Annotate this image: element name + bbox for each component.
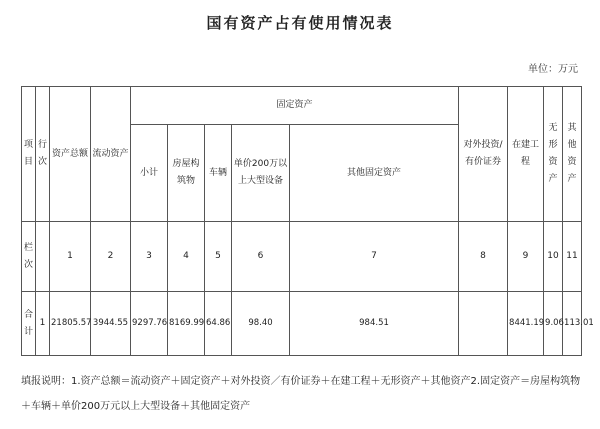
index-row-label: 栏次 bbox=[22, 222, 36, 292]
value-subtotal: 9297.76 bbox=[131, 292, 168, 356]
header-other-assets: 其他资产 bbox=[563, 87, 582, 222]
value-intangible: 9.06 bbox=[544, 292, 563, 356]
total-row-no: 1 bbox=[36, 292, 50, 356]
index-cell: 6 bbox=[232, 222, 290, 292]
header-buildings: 房屋构筑物 bbox=[168, 125, 205, 222]
header-row bbox=[22, 87, 582, 125]
header-row-no: 行次 bbox=[36, 87, 50, 222]
page-title: 国有资产占有使用情况表 bbox=[206, 14, 394, 32]
header-fixed-assets: 固定资产 bbox=[131, 87, 459, 125]
index-row bbox=[22, 222, 582, 292]
header-item: 项目 bbox=[22, 87, 36, 222]
index-cell: 1 bbox=[50, 222, 91, 292]
header-intangible: 无形资产 bbox=[544, 87, 563, 222]
header-vehicles: 车辆 bbox=[205, 125, 232, 222]
header-large-equipment: 单价200万以上大型设备 bbox=[232, 125, 290, 222]
value-buildings: 8169.99 bbox=[168, 292, 205, 356]
value-other-fixed: 984.51 bbox=[290, 292, 459, 356]
index-cell: 5 bbox=[205, 222, 232, 292]
header-construction: 在建工程 bbox=[508, 87, 544, 222]
value-current-assets: 3944.55 bbox=[91, 292, 131, 356]
index-cell: 4 bbox=[168, 222, 205, 292]
index-cell: 10 bbox=[544, 222, 563, 292]
index-cell: 7 bbox=[290, 222, 459, 292]
value-other-assets: 113.01 bbox=[563, 292, 582, 356]
value-total-assets: 21805.57 bbox=[50, 292, 91, 356]
asset-usage-table bbox=[21, 86, 594, 356]
value-large-equipment: 98.40 bbox=[232, 292, 290, 356]
value-vehicles: 64.86 bbox=[205, 292, 232, 356]
total-row bbox=[22, 292, 582, 356]
header-current-assets: 流动资产 bbox=[91, 87, 131, 222]
index-cell: 11 bbox=[563, 222, 582, 292]
index-cell: 9 bbox=[508, 222, 544, 292]
index-cell: 8 bbox=[459, 222, 508, 292]
index-cell: 3 bbox=[131, 222, 168, 292]
index-cell: 2 bbox=[91, 222, 131, 292]
value-construction: 8441.19 bbox=[508, 292, 544, 356]
value-investment bbox=[459, 292, 508, 356]
header-investment: 对外投资/有价证券 bbox=[459, 87, 508, 222]
header-total-assets: 资产总额 bbox=[50, 87, 91, 222]
header-other-fixed: 其他固定资产 bbox=[290, 125, 459, 222]
index-row-blank bbox=[36, 222, 50, 292]
filling-notes: 填报说明：1.资产总额＝流动资产＋固定资产＋对外投资／有价证券＋在建工程＋无形资产＋其他资产2.固定资产＝房屋构筑物＋车辆＋单价200万元以上大型设备＋其他固定资产 bbox=[21, 376, 581, 412]
unit-label: 单位：万元 bbox=[528, 64, 578, 75]
total-row-label: 合计 bbox=[22, 292, 36, 356]
header-subtotal: 小计 bbox=[131, 125, 168, 222]
